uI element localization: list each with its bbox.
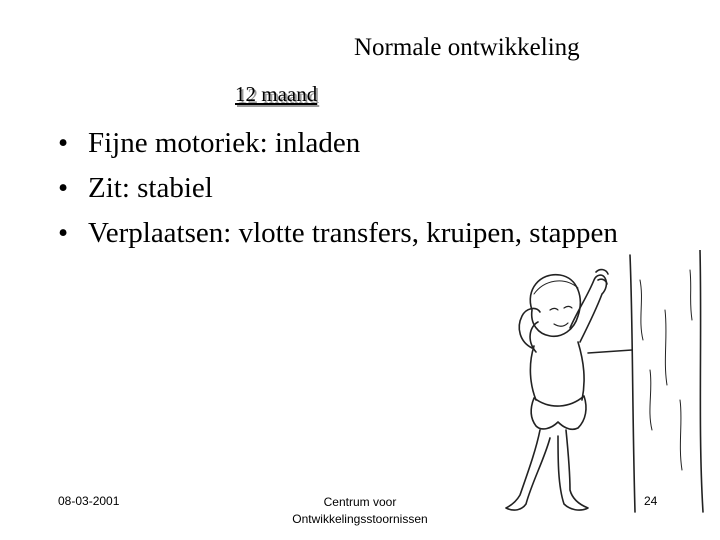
bullet-list bbox=[58, 126, 618, 261]
bullet-item bbox=[58, 126, 618, 160]
footer-date: 08-03-2001 bbox=[58, 494, 120, 508]
bullet-item bbox=[58, 216, 618, 250]
bullet-text: Verplaatsen: vlotte transfers, kruipen, stappen bbox=[88, 217, 618, 249]
slide-title: Normale ontwikkeling bbox=[354, 34, 580, 61]
bullet-icon: • bbox=[58, 217, 69, 249]
footer-organization-line: Centrum voor bbox=[323, 495, 397, 509]
bullet-icon: • bbox=[58, 127, 69, 159]
footer-organization bbox=[278, 494, 442, 528]
slide-subtitle: 12 maand bbox=[235, 82, 318, 106]
bullet-item bbox=[58, 171, 618, 205]
page-number: 24 bbox=[644, 494, 658, 508]
bullet-text: Fijne motoriek: inladen bbox=[88, 127, 361, 159]
bullet-icon: • bbox=[58, 172, 69, 204]
toddler-illustration-icon bbox=[470, 250, 720, 520]
bullet-text: Zit: stabiel bbox=[88, 172, 213, 204]
footer-organization-line: Ontwikkelingsstoornissen bbox=[292, 512, 428, 526]
